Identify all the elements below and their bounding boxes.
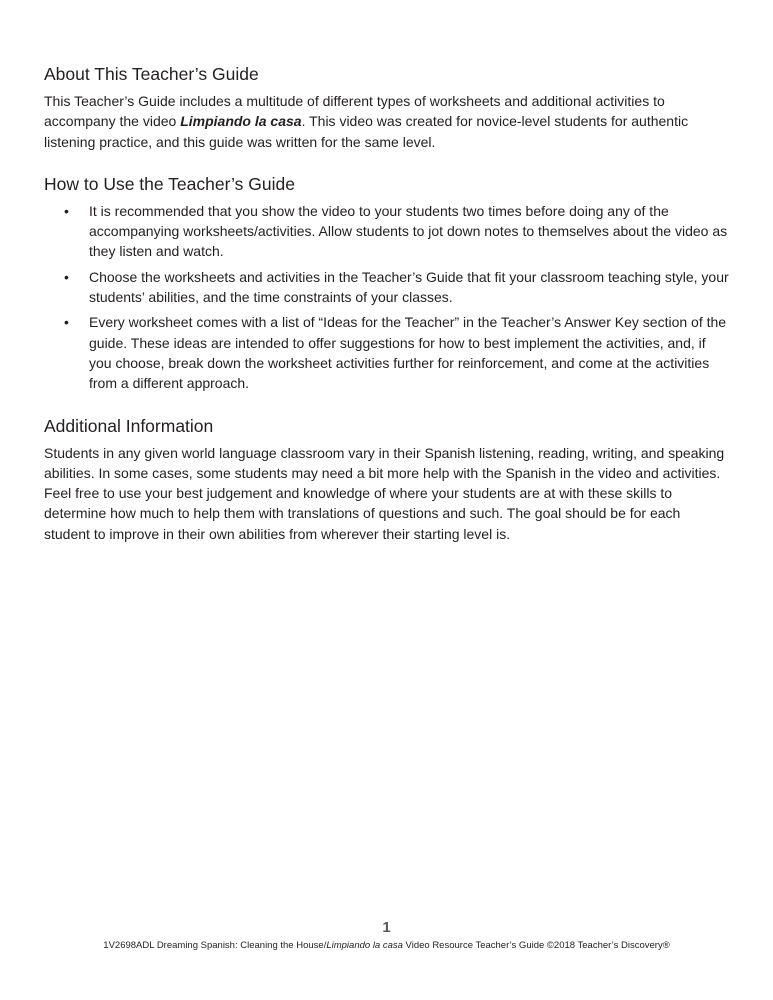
about-paragraph: [44, 91, 729, 152]
footer-text-after: Video Resource Teacher’s Guide ©2018 Teacher’s Discovery®: [402, 940, 670, 951]
list-item-text: It is recommended that you show the video to your students two times before doing any of the accompanying worksheets/activities. Allow students to jot down notes to themselves about the video as they listen and watch.: [89, 202, 728, 260]
list-item: [44, 312, 729, 393]
about-text-after: . This video was created for novice-level students for authentic listening practice, and this guide was written for the same level.: [44, 113, 689, 150]
document-body: [44, 64, 729, 566]
additional-section: [44, 416, 729, 544]
bullet-icon: •: [64, 268, 69, 285]
bullet-icon: •: [64, 202, 69, 219]
list-item-text: Choose the worksheets and activities in the Teacher’s Guide that fit your classroom teaching style, your students’ abilities, and the time constraints of your classes.: [89, 268, 729, 306]
list-item-text: Every worksheet comes with a list of “Ideas for the Teacher” in the Teacher’s Answer Key section of the guide. These ideas are intended to offer suggestions for how to best implement the activities, and, if you choose, break down the worksheet activities further for reinforcement, and come at the activities from a different approach.: [89, 314, 727, 392]
about-text-before: This Teacher’s Guide includes a multitude of different types of worksheets and additional activities to accompany the video: [44, 93, 665, 130]
list-item: [44, 201, 729, 262]
footer-text-before: 1V2698ADL Dreaming Spanish: Cleaning the House/: [103, 940, 327, 951]
footer-credit: [0, 940, 773, 951]
how-to-section: [44, 174, 729, 394]
about-section: [44, 64, 729, 152]
footer-italic-title: Limpiando la casa: [326, 940, 403, 951]
bullet-icon: •: [64, 314, 69, 331]
how-to-list: [44, 201, 729, 394]
additional-heading: Additional Information: [44, 415, 214, 436]
video-title: Limpiando la casa: [180, 113, 302, 130]
how-to-heading: How to Use the Teacher’s Guide: [44, 173, 295, 194]
list-item: [44, 267, 729, 308]
additional-paragraph: Students in any given world language classroom vary in their Spanish listening, reading, writing, and speaking abilities. In some cases, some students may need a bit more help with the Spanish in the video and activities. Feel free to use your best judgement and knowledge of where your students are at with these skills to determine how much to help them with translations of questions and such. The goal should be for each student to improve in their own abilities from wherever their starting level is.: [44, 444, 725, 542]
about-heading: About This Teacher’s Guide: [44, 64, 259, 84]
page-number: 1: [382, 919, 391, 936]
